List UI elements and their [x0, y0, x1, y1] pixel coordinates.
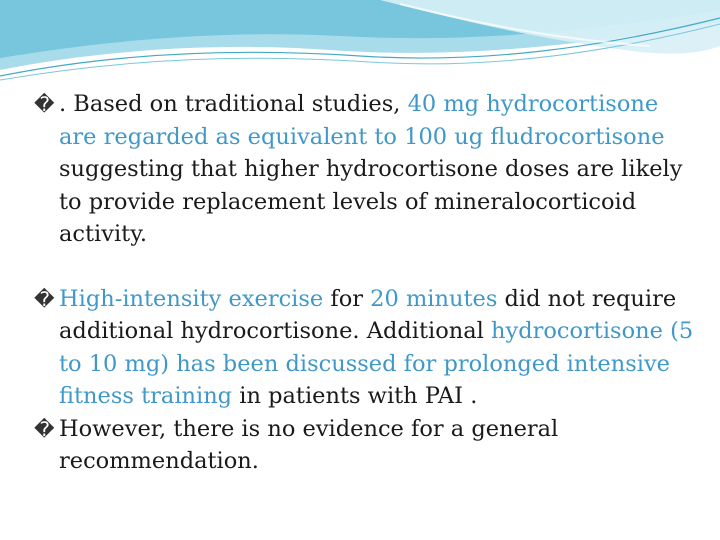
text-segment: for [323, 285, 371, 312]
paragraph-3 [34, 413, 694, 478]
highlighted-text: 40 mg hydrocortisone [407, 91, 659, 117]
text-segment: However, there is no evidence for a general recommendation. [59, 415, 559, 474]
text-segment: suggesting that higher hydrocortisone doses are likely to provide replacement levels of mineralocorticoid activity. [59, 156, 683, 247]
text-segment: did not require additional hydrocortisone. Additional [59, 285, 677, 344]
bullet-icon: � [34, 92, 55, 116]
highlighted-text: 20 minutes [370, 285, 498, 312]
paragraph-2 [34, 283, 694, 413]
highlighted-text: are regarded as equivalent to 100 ug fludrocortisone [59, 123, 665, 150]
bullet-icon: � [34, 286, 55, 311]
text-segment: in patients with PAI . [232, 383, 478, 409]
highlighted-text: High-intensity exercise [59, 285, 324, 312]
highlighted-text: hydrocortisone (5 to 10 mg) has been discussed for prolonged intensive fitness training [59, 318, 694, 409]
bullet-icon: � [34, 416, 55, 441]
slide-body [34, 88, 694, 478]
text-segment: . Based on traditional studies, [59, 91, 408, 117]
paragraph-1 [34, 88, 694, 251]
header-wave-decoration [0, 0, 720, 90]
